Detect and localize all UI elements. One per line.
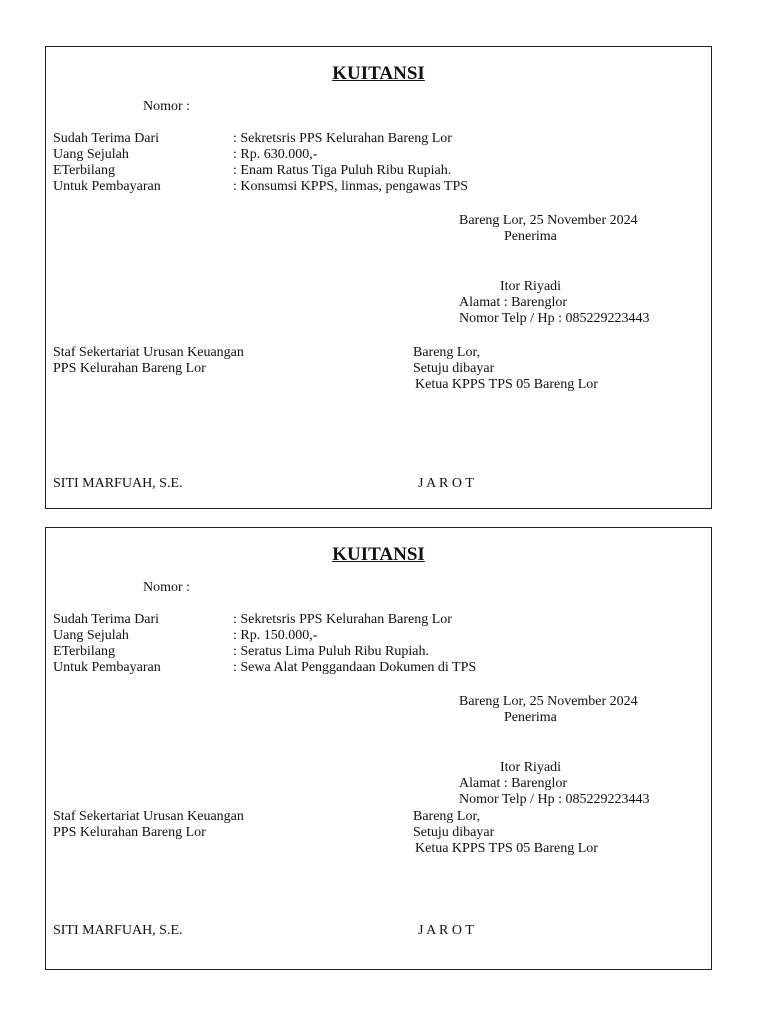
receiver-address: Alamat : Barenglor bbox=[459, 776, 568, 791]
staff-title-line2: PPS Kelurahan Bareng Lor bbox=[53, 361, 206, 376]
staff-title-line2: PPS Kelurahan Bareng Lor bbox=[53, 825, 206, 840]
field-value-purpose: : Sewa Alat Penggandaan Dokumen di TPS bbox=[233, 660, 477, 675]
field-label-received-from: Sudah Terima Dari bbox=[53, 131, 160, 146]
staff-title-line1: Staf Sekertariat Urusan Keuangan bbox=[53, 345, 244, 360]
approval-line2: Setuju dibayar bbox=[413, 361, 495, 376]
approval-line1: Bareng Lor, bbox=[413, 809, 481, 824]
field-value-purpose: : Konsumsi KPPS, linmas, pengawas TPS bbox=[233, 179, 469, 194]
field-label-purpose: Untuk Pembayaran bbox=[53, 179, 161, 194]
field-label-in-words: ETerbilang bbox=[53, 644, 115, 659]
field-label-purpose: Untuk Pembayaran bbox=[53, 660, 161, 675]
staff-signatory: SITI MARFUAH, S.E. bbox=[53, 476, 183, 491]
place-date: Bareng Lor, 25 November 2024 bbox=[459, 694, 638, 709]
staff-title-line1: Staf Sekertariat Urusan Keuangan bbox=[53, 809, 244, 824]
field-label-amount: Uang Sejulah bbox=[53, 628, 129, 643]
receiver-name: Itor Riyadi bbox=[500, 760, 562, 775]
receipt-1 bbox=[45, 46, 712, 509]
field-value-amount: : Rp. 150.000,- bbox=[233, 628, 318, 643]
field-label-received-from: Sudah Terima Dari bbox=[53, 612, 160, 627]
receipt-title: KUITANSI bbox=[332, 63, 425, 84]
nomor-label: Nomor : bbox=[143, 580, 191, 595]
field-value-amount: : Rp. 630.000,- bbox=[233, 147, 318, 162]
field-value-received-from: : Sekretsris PPS Kelurahan Bareng Lor bbox=[233, 131, 452, 146]
approval-line3: Ketua KPPS TPS 05 Bareng Lor bbox=[415, 841, 598, 856]
nomor-label: Nomor : bbox=[143, 99, 191, 114]
approval-line3: Ketua KPPS TPS 05 Bareng Lor bbox=[415, 377, 598, 392]
place-date: Bareng Lor, 25 November 2024 bbox=[459, 213, 638, 228]
head-signatory: J A R O T bbox=[418, 923, 474, 938]
receiver-phone: Nomor Telp / Hp : 085229223443 bbox=[459, 792, 650, 807]
field-value-in-words: : Seratus Lima Puluh Ribu Rupiah. bbox=[233, 644, 429, 659]
staff-signatory: SITI MARFUAH, S.E. bbox=[53, 923, 183, 938]
field-label-in-words: ETerbilang bbox=[53, 163, 115, 178]
receiver-name: Itor Riyadi bbox=[500, 279, 562, 294]
field-label-amount: Uang Sejulah bbox=[53, 147, 129, 162]
receipt-title: KUITANSI bbox=[332, 544, 425, 565]
receiver-phone: Nomor Telp / Hp : 085229223443 bbox=[459, 311, 650, 326]
approval-line1: Bareng Lor, bbox=[413, 345, 481, 360]
approval-line2: Setuju dibayar bbox=[413, 825, 495, 840]
receiver-label: Penerima bbox=[504, 710, 557, 725]
receiver-label: Penerima bbox=[504, 229, 557, 244]
field-value-received-from: : Sekretsris PPS Kelurahan Bareng Lor bbox=[233, 612, 452, 627]
head-signatory: J A R O T bbox=[418, 476, 474, 491]
field-value-in-words: : Enam Ratus Tiga Puluh Ribu Rupiah. bbox=[233, 163, 452, 178]
receiver-address: Alamat : Barenglor bbox=[459, 295, 568, 310]
receipt-2 bbox=[45, 527, 712, 970]
